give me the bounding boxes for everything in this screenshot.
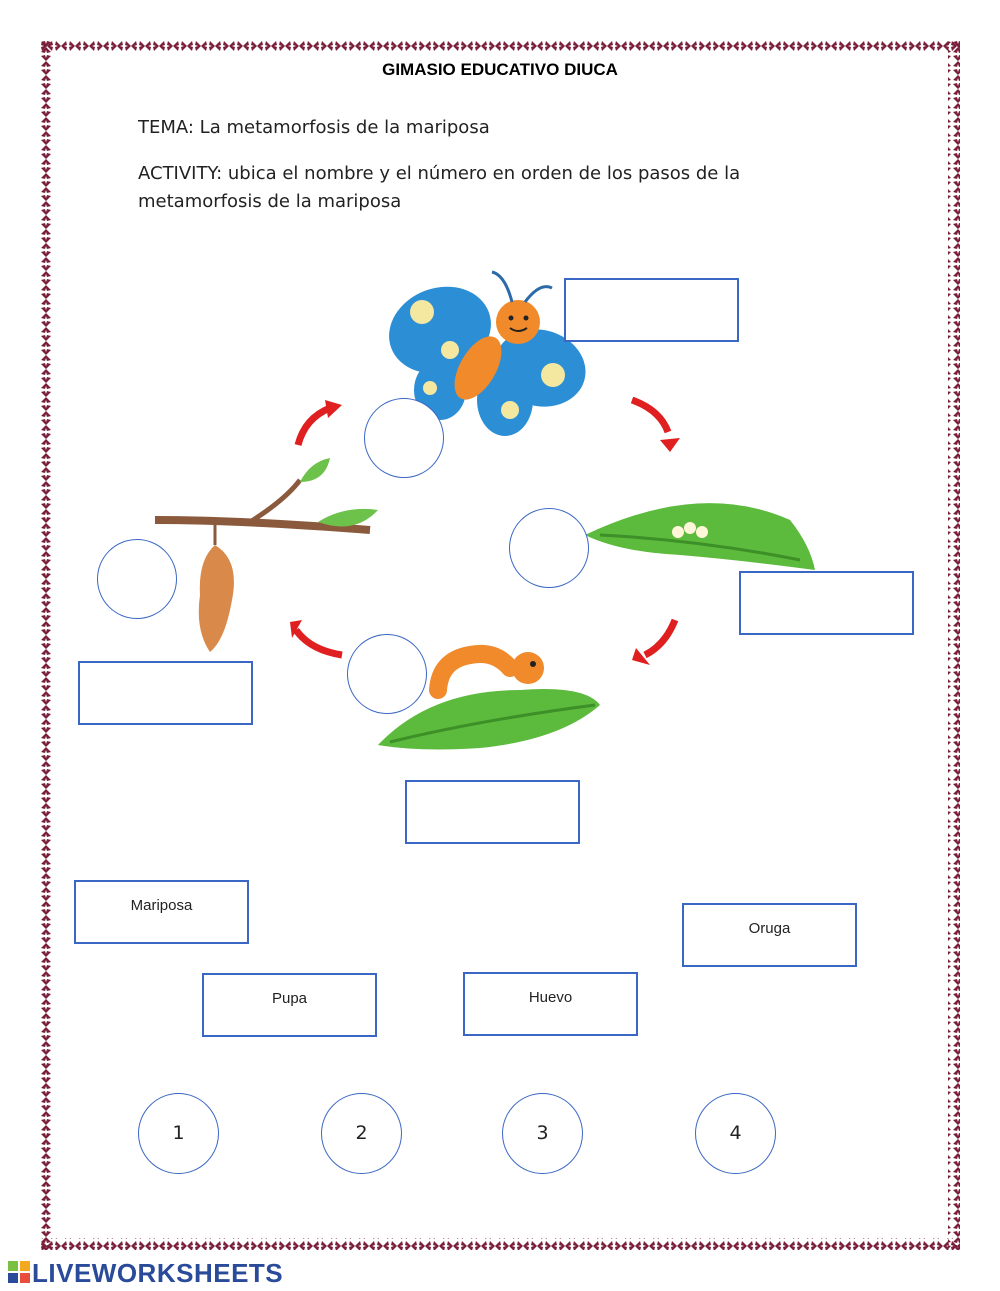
number-chip-2[interactable]: 2 xyxy=(321,1093,402,1174)
brand-name: LIVEWORKSHEETS xyxy=(32,1258,284,1288)
word-oruga[interactable]: Oruga xyxy=(682,903,857,967)
number-chip-1[interactable]: 1 xyxy=(138,1093,219,1174)
activity-instructions: ACTIVITY: ubica el nombre y el número en orden de los pasos de la metamorfosis de la mariposa xyxy=(138,163,741,212)
number-slot-caterpillar[interactable] xyxy=(347,634,427,714)
topic-text: TEMA: La metamorfosis de la mariposa xyxy=(138,117,490,138)
number-slot-butterfly[interactable] xyxy=(364,398,444,478)
liveworksheets-logo-icon xyxy=(8,1258,32,1288)
number-chip-3[interactable]: 3 xyxy=(502,1093,583,1174)
word-huevo[interactable]: Huevo xyxy=(463,972,638,1036)
answer-box-butterfly[interactable] xyxy=(564,278,739,342)
answer-box-pupa[interactable] xyxy=(78,661,253,725)
egg-leaf-icon xyxy=(585,503,815,570)
number-slot-egg[interactable] xyxy=(509,508,589,588)
school-title: GIMASIO EDUCATIVO DIUCA xyxy=(382,60,618,79)
answer-box-caterpillar[interactable] xyxy=(405,780,580,844)
word-mariposa[interactable]: Mariposa xyxy=(74,880,249,944)
answer-box-egg[interactable] xyxy=(739,571,914,635)
chrysalis-branch-icon xyxy=(155,458,378,652)
word-pupa[interactable]: Pupa xyxy=(202,973,377,1037)
number-slot-pupa[interactable] xyxy=(97,539,177,619)
number-chip-4[interactable]: 4 xyxy=(695,1093,776,1174)
